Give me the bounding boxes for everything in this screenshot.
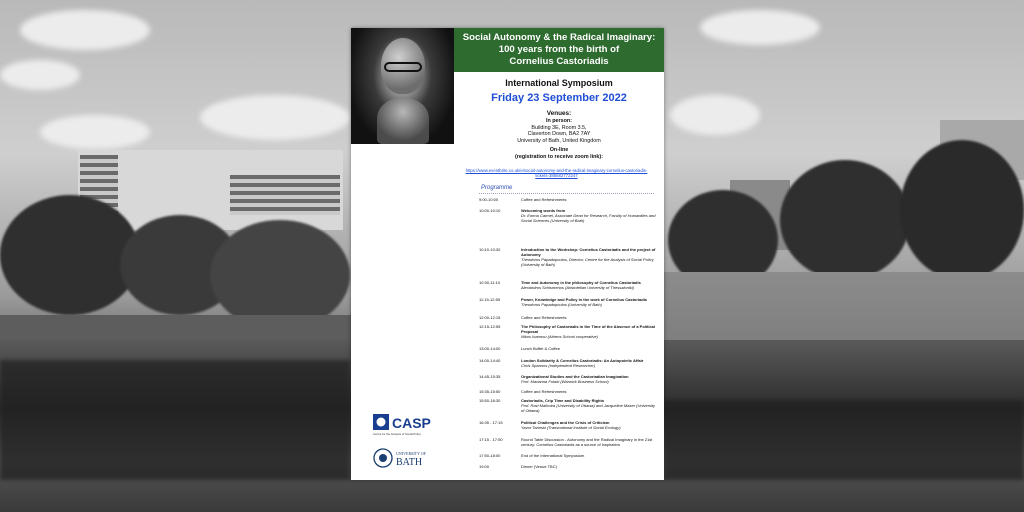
registration-link-text-1[interactable]: https://www.eventbrite.co.uk/e/social-autonomy-and-the-radical-imaginary-cornelius-castoriadis- [465,168,648,173]
cloud [40,115,150,149]
programme-speaker: Dr. Emma Carmel, Associate Dean for Research, Faculty of Humanities and Social Sciences (University of Bath) [521,212,656,223]
cloud [0,60,80,90]
cloud [200,95,350,140]
venues-label: Venues: [546,110,572,117]
programme-title: Organizational Studies and the Castoriadian Imagination [521,374,629,379]
programme-speaker: Prof. Marianna Fotaki (Warwick Business School) [521,378,609,384]
programme-detail [521,421,659,431]
cloud [670,95,760,135]
in-person-label: In person: [545,118,573,124]
programme-title: Welcoming words from [521,208,566,213]
programme-time: 13:00-14:00 [479,346,501,351]
programme-title: Introduction to the Workshop: Cornelius Castoriadis and the project of Autonomy [521,247,656,257]
bath-logo-main: BATH [396,457,423,468]
symposium-poster [351,28,664,480]
registration-link-text-2[interactable]: tickets-385682772247 [535,173,578,179]
programme-time: 9:00-10:00 [479,197,499,202]
title-line-1: Social Autonomy & the Radical Imaginary: [462,32,656,43]
tree [900,140,1024,280]
portrait-hands [377,98,429,144]
online-label: On-line [549,147,569,154]
programme-heading: Programme [481,185,513,191]
casp-logo-circle [377,418,386,427]
casp-logo-subtitle: Centre for the Analysis of Social Policy [373,432,421,436]
programme-detail [521,438,659,448]
bath-logo-top: UNIVERSITY OF [396,451,426,456]
programme-time: 11:15-12:55 [479,297,501,302]
programme-divider [479,193,654,194]
programme-title: Castoriadis, Crip Time and Disability Rights [521,398,605,403]
programme-title: Dinner (Venue TBC) [521,464,557,469]
event-date: Friday 23 September 2022 [491,92,627,104]
programme-detail [521,248,659,268]
programme-title: Coffee and Refreshments [521,197,567,202]
programme-detail [521,399,659,414]
programme-title: Power, Knowledge and Policy in the work of Cornelius Castoriadis [521,297,648,302]
programme-time: 12:00-12:15 [479,315,501,320]
programme-time: 10:00-10:10 [479,208,501,213]
programme-detail [521,325,659,340]
title-line-3: Cornelius Castoriadis [509,56,609,67]
portrait-glasses [384,62,422,72]
programme-time: 19:00 [479,464,490,469]
programme-detail [521,281,659,291]
programme-detail [521,347,659,352]
building-windows [230,175,340,215]
programme-title: End of the International Symposium [521,453,585,458]
tree [0,195,140,315]
castoriadis-portrait [351,28,454,144]
tree [780,160,910,280]
tree-reflection [664,400,1024,480]
programme-title: London Solidarity & Cornelius Castoriadis: An Autopoietic Affair [521,358,644,363]
programme-time: 17:50-18:00 [479,453,501,458]
programme-time: 15:50-16:30 [479,398,501,403]
programme-detail [521,298,659,308]
cloud [700,10,820,45]
online-note: (registration to receive zoom link): [514,153,604,160]
programme-title: The Philosophy of Castoriadis in the Time of the Absence of a Political Proposal [521,324,656,334]
bath-logo [373,446,443,470]
programme-detail [521,198,659,203]
cloud [20,10,150,50]
programme-time: 10:10-10:30 [479,247,501,252]
programme-detail [521,359,659,369]
registration-link[interactable] [449,168,664,179]
programme-time: 14:00-14:40 [479,358,501,363]
programme-time: 17:15 - 17:50 [479,437,503,442]
programme-title: Coffee and Refreshments [521,389,567,394]
casp-logo-text: CASP [392,415,431,431]
programme-detail [521,209,659,224]
address-line: University of Bath, United Kingdom [517,137,601,144]
title-line-2: 100 years from the birth of [498,44,620,55]
programme-detail [521,465,659,470]
programme-time: 12:15-12:55 [479,324,501,329]
symposium-label: International Symposium [505,78,613,88]
address-line: Building 3E, Room 3.5, [531,124,587,131]
programme-time: 14:45-15:35 [479,374,501,379]
address-line: Claverton Down, BA2 7AY [527,131,591,138]
programme-title: Lunch Buffet & Coffee [521,346,560,351]
venues-block [454,110,664,161]
programme-speaker: Prof. Ravi Malhotra (University of Ottawa) and Jacqueline Mazer (University of Ottawa) [521,402,656,413]
programme-detail [521,375,659,385]
programme-time: 10:30-11:10 [479,280,501,285]
programme-title: Political Challenges and the Crisis of Criticism [521,420,610,425]
bath-crest-inner [379,454,387,462]
programme-speaker: Alexandros Schismenos (Aristotelian University of Thessaloniki) [521,284,634,290]
programme-detail [521,454,659,459]
tree-reflection [0,360,350,480]
programme-time: 15:35-15:50 [479,389,501,394]
programme-speaker: Nikos Ioannou (Athens School cooperative) [521,333,598,339]
programme-speaker: Chris Spannos (Independent Researcher) [521,362,596,368]
programme-title: Time and Autonomy in the philosophy of Cornelius Castoriadis [521,280,641,285]
programme-speaker: Theodoros Papadopoulos, Director, Centre for the Analysis of Social Policy (University of Bath) [521,256,654,267]
programme-speaker: Yavor Tarinski (Transnational Institute of Social Ecology) [521,424,621,430]
programme-title: Coffee and Refreshments [521,315,567,320]
programme-detail [521,316,659,321]
programme-title: Round Table Discussion - Autonomy and the Radical Imaginary in the 21st century: Cornelius Castoriadis as a source of inspiration [521,437,653,447]
programme-time: 16:35 - 17:15 [479,420,503,425]
programme-detail [521,390,659,395]
programme-speaker: Theodoros Papadopoulos (University of Bath) [521,301,602,307]
title-banner [454,28,664,72]
tree [210,220,350,330]
casp-logo [373,412,443,438]
